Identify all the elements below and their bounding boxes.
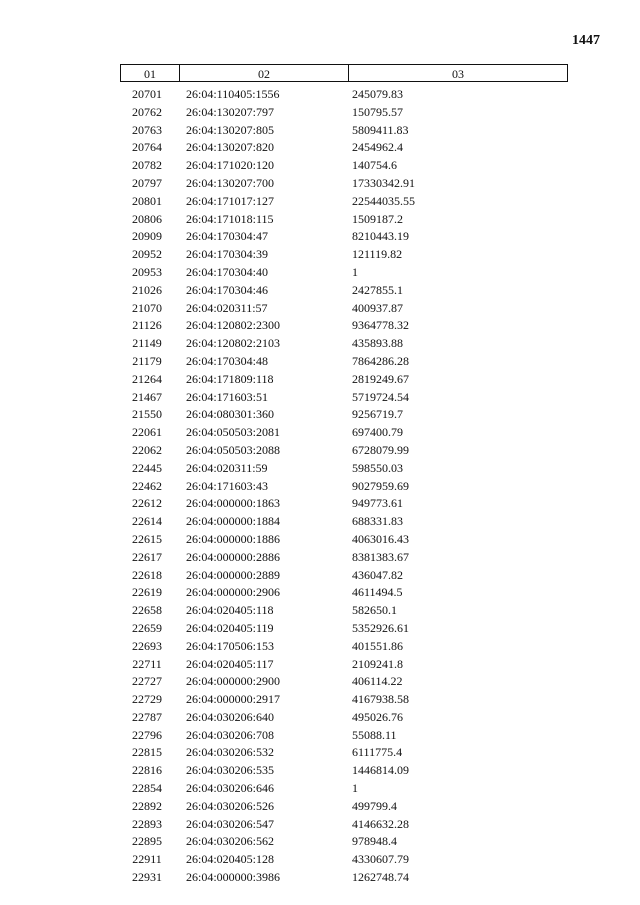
table-cell-1: 22614 xyxy=(132,514,162,529)
table-cell-3: 499799.4 xyxy=(352,798,397,813)
table-cell-2: 26:04:030206:547 xyxy=(186,816,275,831)
table-cell-3: 150795.57 xyxy=(352,104,403,119)
table-cell-2: 26:04:030206:535 xyxy=(186,763,275,778)
table-row xyxy=(120,175,568,193)
table-row xyxy=(120,353,568,371)
table-row xyxy=(120,584,568,602)
table-cell-2: 26:04:000000:3986 xyxy=(186,870,281,885)
table-row xyxy=(120,246,568,264)
table-cell-1: 20797 xyxy=(132,175,162,190)
table-cell-1: 21070 xyxy=(132,300,162,315)
table-cell-1: 22061 xyxy=(132,425,162,440)
table-cell-2: 26:04:171018:115 xyxy=(186,211,274,226)
table-cell-2: 26:04:130207:820 xyxy=(186,140,275,155)
table-row xyxy=(120,157,568,175)
table-cell-3: 4146632.28 xyxy=(352,816,409,831)
table-cell-2: 26:04:000000:2886 xyxy=(186,549,281,564)
table-cell-1: 22658 xyxy=(132,603,162,618)
table-row xyxy=(120,869,568,887)
table-cell-3: 1 xyxy=(352,781,358,796)
table-cell-1: 21179 xyxy=(132,353,162,368)
table-cell-2: 26:04:030206:532 xyxy=(186,745,275,760)
table-cell-2: 26:04:000000:1863 xyxy=(186,496,281,511)
table-cell-2: 26:04:030206:708 xyxy=(186,727,275,742)
table-cell-3: 5809411.83 xyxy=(352,122,409,137)
table-cell-1: 22911 xyxy=(132,852,162,867)
table-cell-3: 400937.87 xyxy=(352,300,403,315)
table-row xyxy=(120,638,568,656)
table-cell-2: 26:04:120802:2300 xyxy=(186,318,281,333)
table-cell-1: 20762 xyxy=(132,104,162,119)
table-cell-2: 26:04:171603:43 xyxy=(186,478,269,493)
table-row xyxy=(120,442,568,460)
table-cell-3: 1446814.09 xyxy=(352,763,409,778)
table-row xyxy=(120,282,568,300)
table-cell-1: 22062 xyxy=(132,442,162,457)
table-row xyxy=(120,673,568,691)
table-cell-3: 22544035.55 xyxy=(352,193,415,208)
page-number: 1447 xyxy=(572,33,600,48)
table-cell-3: 688331.83 xyxy=(352,514,403,529)
table-row xyxy=(120,549,568,567)
table-cell-2: 26:04:120802:2103 xyxy=(186,336,281,351)
table-cell-3: 55088.11 xyxy=(352,727,397,742)
table-cell-3: 435893.88 xyxy=(352,336,403,351)
table-row xyxy=(120,620,568,638)
table-cell-1: 22711 xyxy=(132,656,162,671)
table-row xyxy=(120,513,568,531)
table-cell-1: 22659 xyxy=(132,620,162,635)
table-cell-3: 1 xyxy=(352,264,358,279)
table-row xyxy=(120,317,568,335)
table-cell-3: 9256719.7 xyxy=(352,407,403,422)
table-cell-1: 21550 xyxy=(132,407,162,422)
table-cell-3: 1509187.2 xyxy=(352,211,403,226)
table-cell-2: 26:04:130207:805 xyxy=(186,122,275,137)
table-cell-3: 697400.79 xyxy=(352,425,403,440)
table-cell-3: 8381383.67 xyxy=(352,549,409,564)
table-row xyxy=(120,389,568,407)
table-cell-3: 245079.83 xyxy=(352,87,403,101)
table-cell-1: 22854 xyxy=(132,781,162,796)
table-cell-2: 26:04:110405:1556 xyxy=(186,87,280,101)
table-cell-1: 22931 xyxy=(132,870,162,885)
table-row xyxy=(120,335,568,353)
table-cell-2: 26:04:030206:640 xyxy=(186,709,275,724)
table-cell-1: 21264 xyxy=(132,371,162,386)
table-row xyxy=(120,193,568,211)
table-cell-3: 582650.1 xyxy=(352,603,397,618)
data-table xyxy=(120,64,568,887)
table-cell-3: 2454962.4 xyxy=(352,140,403,155)
table-cell-2: 26:04:170304:46 xyxy=(186,282,269,297)
table-cell-3: 7864286.28 xyxy=(352,353,409,368)
table-cell-1: 22796 xyxy=(132,727,162,742)
table-body xyxy=(120,86,568,887)
table-cell-3: 598550.03 xyxy=(352,460,403,475)
table-cell-2: 26:04:171603:51 xyxy=(186,389,269,404)
table-cell-2: 26:04:020405:119 xyxy=(186,620,274,635)
table-cell-3: 5352926.61 xyxy=(352,620,409,635)
table-cell-1: 20764 xyxy=(132,140,162,155)
table-cell-3: 4330607.79 xyxy=(352,852,409,867)
table-cell-1: 22893 xyxy=(132,816,162,831)
table-cell-2: 26:04:000000:2917 xyxy=(186,692,281,707)
table-cell-2: 26:04:080301:360 xyxy=(186,407,275,422)
table-cell-2: 26:04:170304:39 xyxy=(186,247,269,262)
table-row xyxy=(120,478,568,496)
table-row xyxy=(120,567,568,585)
table-cell-1: 22612 xyxy=(132,496,162,511)
table-row xyxy=(120,851,568,869)
table-row xyxy=(120,495,568,513)
table-cell-3: 495026.76 xyxy=(352,709,403,724)
table-cell-3: 6728079.99 xyxy=(352,442,409,457)
table-cell-1: 20952 xyxy=(132,247,162,262)
table-cell-1: 22445 xyxy=(132,460,162,475)
table-cell-2: 26:04:050503:2081 xyxy=(186,425,281,440)
table-row xyxy=(120,656,568,674)
table-cell-1: 20909 xyxy=(132,229,162,244)
table-row xyxy=(120,300,568,318)
table-cell-1: 21467 xyxy=(132,389,162,404)
table-cell-2: 26:04:170506:153 xyxy=(186,638,275,653)
table-cell-3: 6111775.4 xyxy=(352,745,403,760)
table-row xyxy=(120,86,568,104)
table-row xyxy=(120,406,568,424)
table-cell-3: 978948.4 xyxy=(352,834,397,849)
table-cell-2: 26:04:171020:120 xyxy=(186,158,275,173)
table-cell-2: 26:04:020311:57 xyxy=(186,300,268,315)
table-cell-1: 22816 xyxy=(132,763,162,778)
table-row xyxy=(120,691,568,709)
table-row xyxy=(120,798,568,816)
table-cell-2: 26:04:000000:1886 xyxy=(186,531,281,546)
table-cell-1: 22787 xyxy=(132,709,162,724)
table-cell-1: 21026 xyxy=(132,282,162,297)
table-cell-1: 20763 xyxy=(132,122,162,137)
table-cell-1: 20801 xyxy=(132,193,162,208)
table-cell-3: 1262748.74 xyxy=(352,870,409,885)
table-cell-3: 9027959.69 xyxy=(352,478,409,493)
table-cell-2: 26:04:020311:59 xyxy=(186,460,268,475)
table-row xyxy=(120,833,568,851)
table-row xyxy=(120,264,568,282)
table-cell-2: 26:04:170304:40 xyxy=(186,264,269,279)
table-row xyxy=(120,211,568,229)
table-cell-1: 20701 xyxy=(132,87,162,101)
table-row xyxy=(120,122,568,140)
table-row xyxy=(120,762,568,780)
table-row xyxy=(120,139,568,157)
table-cell-1: 22892 xyxy=(132,798,162,813)
table-row xyxy=(120,531,568,549)
table-row xyxy=(120,727,568,745)
table-cell-3: 4167938.58 xyxy=(352,692,409,707)
table-cell-2: 26:04:130207:797 xyxy=(186,104,275,119)
column-header-03: 03 xyxy=(452,67,464,81)
table-cell-3: 121119.82 xyxy=(352,247,403,262)
table-cell-2: 26:04:171809:118 xyxy=(186,371,274,386)
table-cell-3: 8210443.19 xyxy=(352,229,409,244)
table-row xyxy=(120,602,568,620)
table-cell-3: 2109241.8 xyxy=(352,656,403,671)
table-cell-2: 26:04:170304:48 xyxy=(186,353,269,368)
table-row xyxy=(120,424,568,442)
table-cell-2: 26:04:030206:562 xyxy=(186,834,275,849)
table-cell-1: 22615 xyxy=(132,531,162,546)
table-row xyxy=(120,709,568,727)
table-cell-3: 9364778.32 xyxy=(352,318,409,333)
table-cell-3: 5719724.54 xyxy=(352,389,409,404)
table-cell-2: 26:04:000000:1884 xyxy=(186,514,281,529)
table-header xyxy=(120,64,568,82)
table-cell-3: 2427855.1 xyxy=(352,282,403,297)
table-cell-2: 26:04:020405:128 xyxy=(186,852,275,867)
table-row xyxy=(120,816,568,834)
table-cell-3: 2819249.67 xyxy=(352,371,409,386)
table-cell-2: 26:04:020405:118 xyxy=(186,603,274,618)
table-cell-3: 17330342.91 xyxy=(352,175,415,190)
table-cell-1: 22618 xyxy=(132,567,162,582)
table-cell-1: 20953 xyxy=(132,264,162,279)
column-header-01: 01 xyxy=(121,65,180,81)
column-header-02: 02 xyxy=(180,65,349,81)
table-cell-2: 26:04:171017:127 xyxy=(186,193,275,208)
table-row xyxy=(120,104,568,122)
table-cell-2: 26:04:130207:700 xyxy=(186,175,275,190)
table-row xyxy=(120,228,568,246)
table-cell-2: 26:04:170304:47 xyxy=(186,229,269,244)
table-cell-1: 22619 xyxy=(132,585,162,600)
table-cell-3: 140754.6 xyxy=(352,158,397,173)
table-cell-3: 401551.86 xyxy=(352,638,403,653)
table-cell-1: 22617 xyxy=(132,549,162,564)
table-cell-1: 21149 xyxy=(132,336,162,351)
table-row xyxy=(120,780,568,798)
table-cell-2: 26:04:030206:526 xyxy=(186,798,275,813)
table-cell-3: 436047.82 xyxy=(352,567,403,582)
table-cell-1: 20806 xyxy=(132,211,162,226)
table-cell-1: 22693 xyxy=(132,638,162,653)
table-row xyxy=(120,371,568,389)
table-cell-2: 26:04:020405:117 xyxy=(186,656,274,671)
table-cell-1: 20782 xyxy=(132,158,162,173)
table-cell-1: 22815 xyxy=(132,745,162,760)
table-cell-2: 26:04:000000:2900 xyxy=(186,674,281,689)
table-row xyxy=(120,744,568,762)
table-cell-1: 21126 xyxy=(132,318,162,333)
table-cell-3: 406114.22 xyxy=(352,674,403,689)
table-cell-1: 22729 xyxy=(132,692,162,707)
table-cell-3: 4063016.43 xyxy=(352,531,409,546)
table-row xyxy=(120,460,568,478)
table-cell-2: 26:04:050503:2088 xyxy=(186,442,281,457)
table-cell-1: 22727 xyxy=(132,674,162,689)
table-cell-2: 26:04:000000:2889 xyxy=(186,567,281,582)
table-cell-1: 22895 xyxy=(132,834,162,849)
table-cell-2: 26:04:000000:2906 xyxy=(186,585,281,600)
table-cell-1: 22462 xyxy=(132,478,162,493)
table-cell-3: 949773.61 xyxy=(352,496,403,511)
table-cell-2: 26:04:030206:646 xyxy=(186,781,275,796)
table-cell-3: 4611494.5 xyxy=(352,585,403,600)
